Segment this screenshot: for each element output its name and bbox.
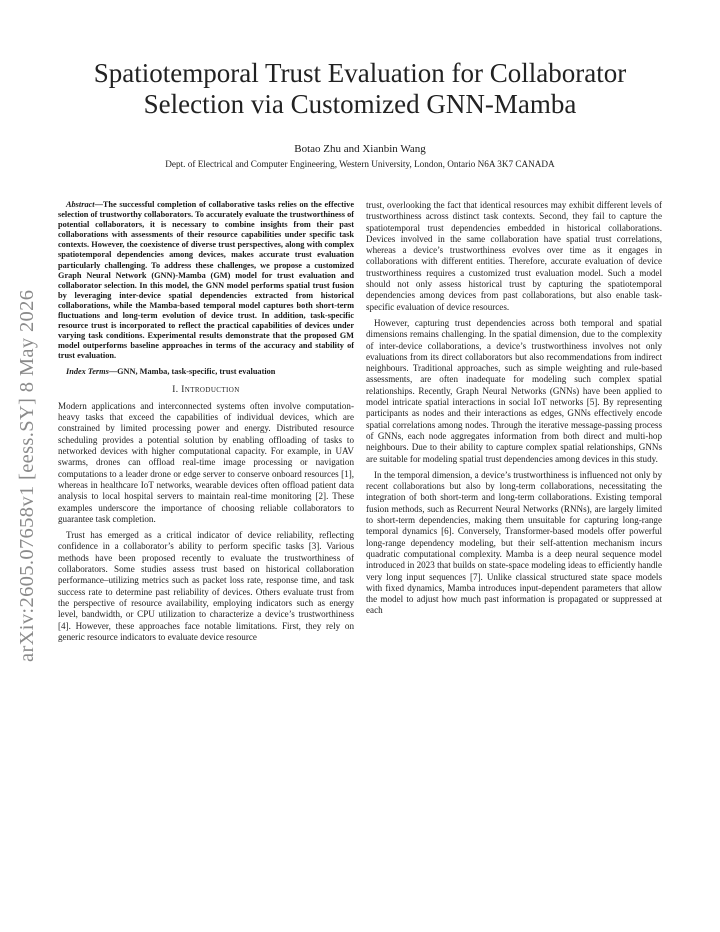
arxiv-identifier-stamp[interactable]: arXiv:2605.07658v1 [eess.SY] 8 May 2026 xyxy=(16,289,38,662)
section-heading-introduction: I. Introduction xyxy=(172,384,240,395)
paper-title: Spatiotemporal Trust Evaluation for Collaborator Selection via Customized GNN-Mamba xyxy=(93,58,627,119)
body-paragraph: In the temporal dimension, a device’s trustworthiness is influenced not only by recent collaborations but also by long-term collaborations, necessitating the integration of both short-term and long-term collaborations. Existing temporal fusion methods, such as Recurrent Neural Networks (RNNs), are largely limited to short-term dependencies, making them unsuitable for capturing long-range temporal dynamics [6]. Conversely, Transformer-based models offer powerful long-range dependency modeling, but their self-attention mechanism incurs quadratic computational complexity. Mamba is a deep neural sequence model introduced in 2023 that builds on state-space modeling ideas to efficiently handle very long input sequences [7]. Unlike classical structured state space models with fixed dynamics, Mamba introduces input-dependent parameters that allow the model to adjust how much past information is propagated or suppressed at each xyxy=(366,469,662,616)
index-terms-text: —GNN, Mamba, task-specific, trust evaluation xyxy=(108,366,276,376)
body-paragraph: However, capturing trust dependencies across both temporal and spatial dimensions remains challenging. In the spatial dimension, due to the complexity of inter-device collaborations, a device’s trustworthiness involves not only evaluations from its direct collaborators but also recommendations from indirect neighbours. Traditional approaches, such as simple weighting and rule-based assessments, are often inadequate for modeling such complex spatial relationships. Recently, Graph Neural Networks (GNNs) have been applied to model intricate spatial interactions in social IoT networks [5]. By representing participants as nodes and their interactions as edges, GNNs effectively encode spatial correlations among nodes. Through the iterative message-passing process of GNNs, each node aggregates information from both direct and multi-hop neighbours. Due to their ability to capture complex spatial relationships, GNNs are suitable for modeling spatial trust dependencies among devices in this study. xyxy=(366,317,662,464)
index-terms xyxy=(58,367,354,377)
index-terms-label: Index Terms xyxy=(66,366,109,376)
abstract xyxy=(58,200,354,362)
body-paragraph: Modern applications and interconnected systems often involve computation-heavy tasks that exceed the capabilities of individual devices, which are constrained by limited processing power and energy. Distributed resource scheduling provides a potential solution by enabling offloading of tasks to networked devices with higher computational capacity. For example, in UAV swarms, drones can offload real-time image processing or navigation computations to a leader drone or edge server to conserve onboard resources [1], whereas in healthcare IoT networks, wearable devices often offload patient data analysis to local hospital servers to maintain real-time monitoring [2]. These examples underscore the importance of choosing reliable collaborators to guarantee task completion. xyxy=(58,400,354,524)
author-affiliation: Dept. of Electrical and Computer Engineering, Western University, London, Ontario N6A 3K7 CANADA xyxy=(165,159,555,169)
right-column xyxy=(366,200,662,622)
body-paragraph: Trust has emerged as a critical indicator of device reliability, reflecting confidence in a collaborator’s ability to perform specific tasks [3]. Various methods have been proposed recently to evaluate the trustworthiness of collaborators. Some studies assess trust based on historical collaboration performance–utilizing metrics such as packet loss rate, response time, and task success rate to determine past reliability of devices. Others evaluate trust from the perspective of resource availability, employing indicators such as energy level, bandwidth, or CPU utilization to characterize a device’s trustworthiness [4]. However, these approaches face notable limitations. First, they rely on generic resource indicators to evaluate device resource xyxy=(58,530,354,642)
abstract-text: —The successful completion of collaborative tasks relies on the effective selection of trustworthy collaborators. To accurately evaluate the trustworthiness of potential collaborators, it is necessary to combine insights from their past collaborations with assessments of their resource capabilities under specific task contexts. However, the coexistence of diverse trust perspectives, along with complex spatiotemporal dependencies among devices, makes accurate trust evaluation particularly challenging. To address these challenges, we propose a customized Graph Neural Network (GNN)-Mamba (GM) model for trust evaluation and collaborator selection. In this model, the GNN model performs spatial trust fusion by leveraging inter-device spatial dependencies extracted from historical collaborations, while the Mamba-based temporal model captures both short-term fluctuations and long-term evolution of device trust. In addition, task-specific resource trust is incorporated to reflect the practical capabilities of devices under varying task conditions. Experimental results demonstrate that the proposed GM model outperforms baseline approaches in terms of the accuracy and stability of trust evaluation. xyxy=(58,200,354,361)
paper-authors: Botao Zhu and Xianbin Wang xyxy=(294,143,426,155)
body-paragraph: trust, overlooking the fact that identical resources may exhibit different levels of trustworthiness across distinct task contexts. Second, they fail to capture the spatiotemporal trust dependencies embedded in historical collaborations. Devices involved in the same collaboration have spatial trust correlations, whereas a device’s trustworthiness evolves over time as it engages in collaborations with different entities. Therefore, accurate evaluation of device trustworthiness requires a customized trust evaluation model. Such a model should not only assess historical trust by capturing the spatiotemporal dependencies among devices from past collaborations, but also enable task-specific evaluation of device resources. xyxy=(366,200,662,312)
abstract-label: Abstract xyxy=(66,200,95,209)
left-column xyxy=(58,200,354,648)
